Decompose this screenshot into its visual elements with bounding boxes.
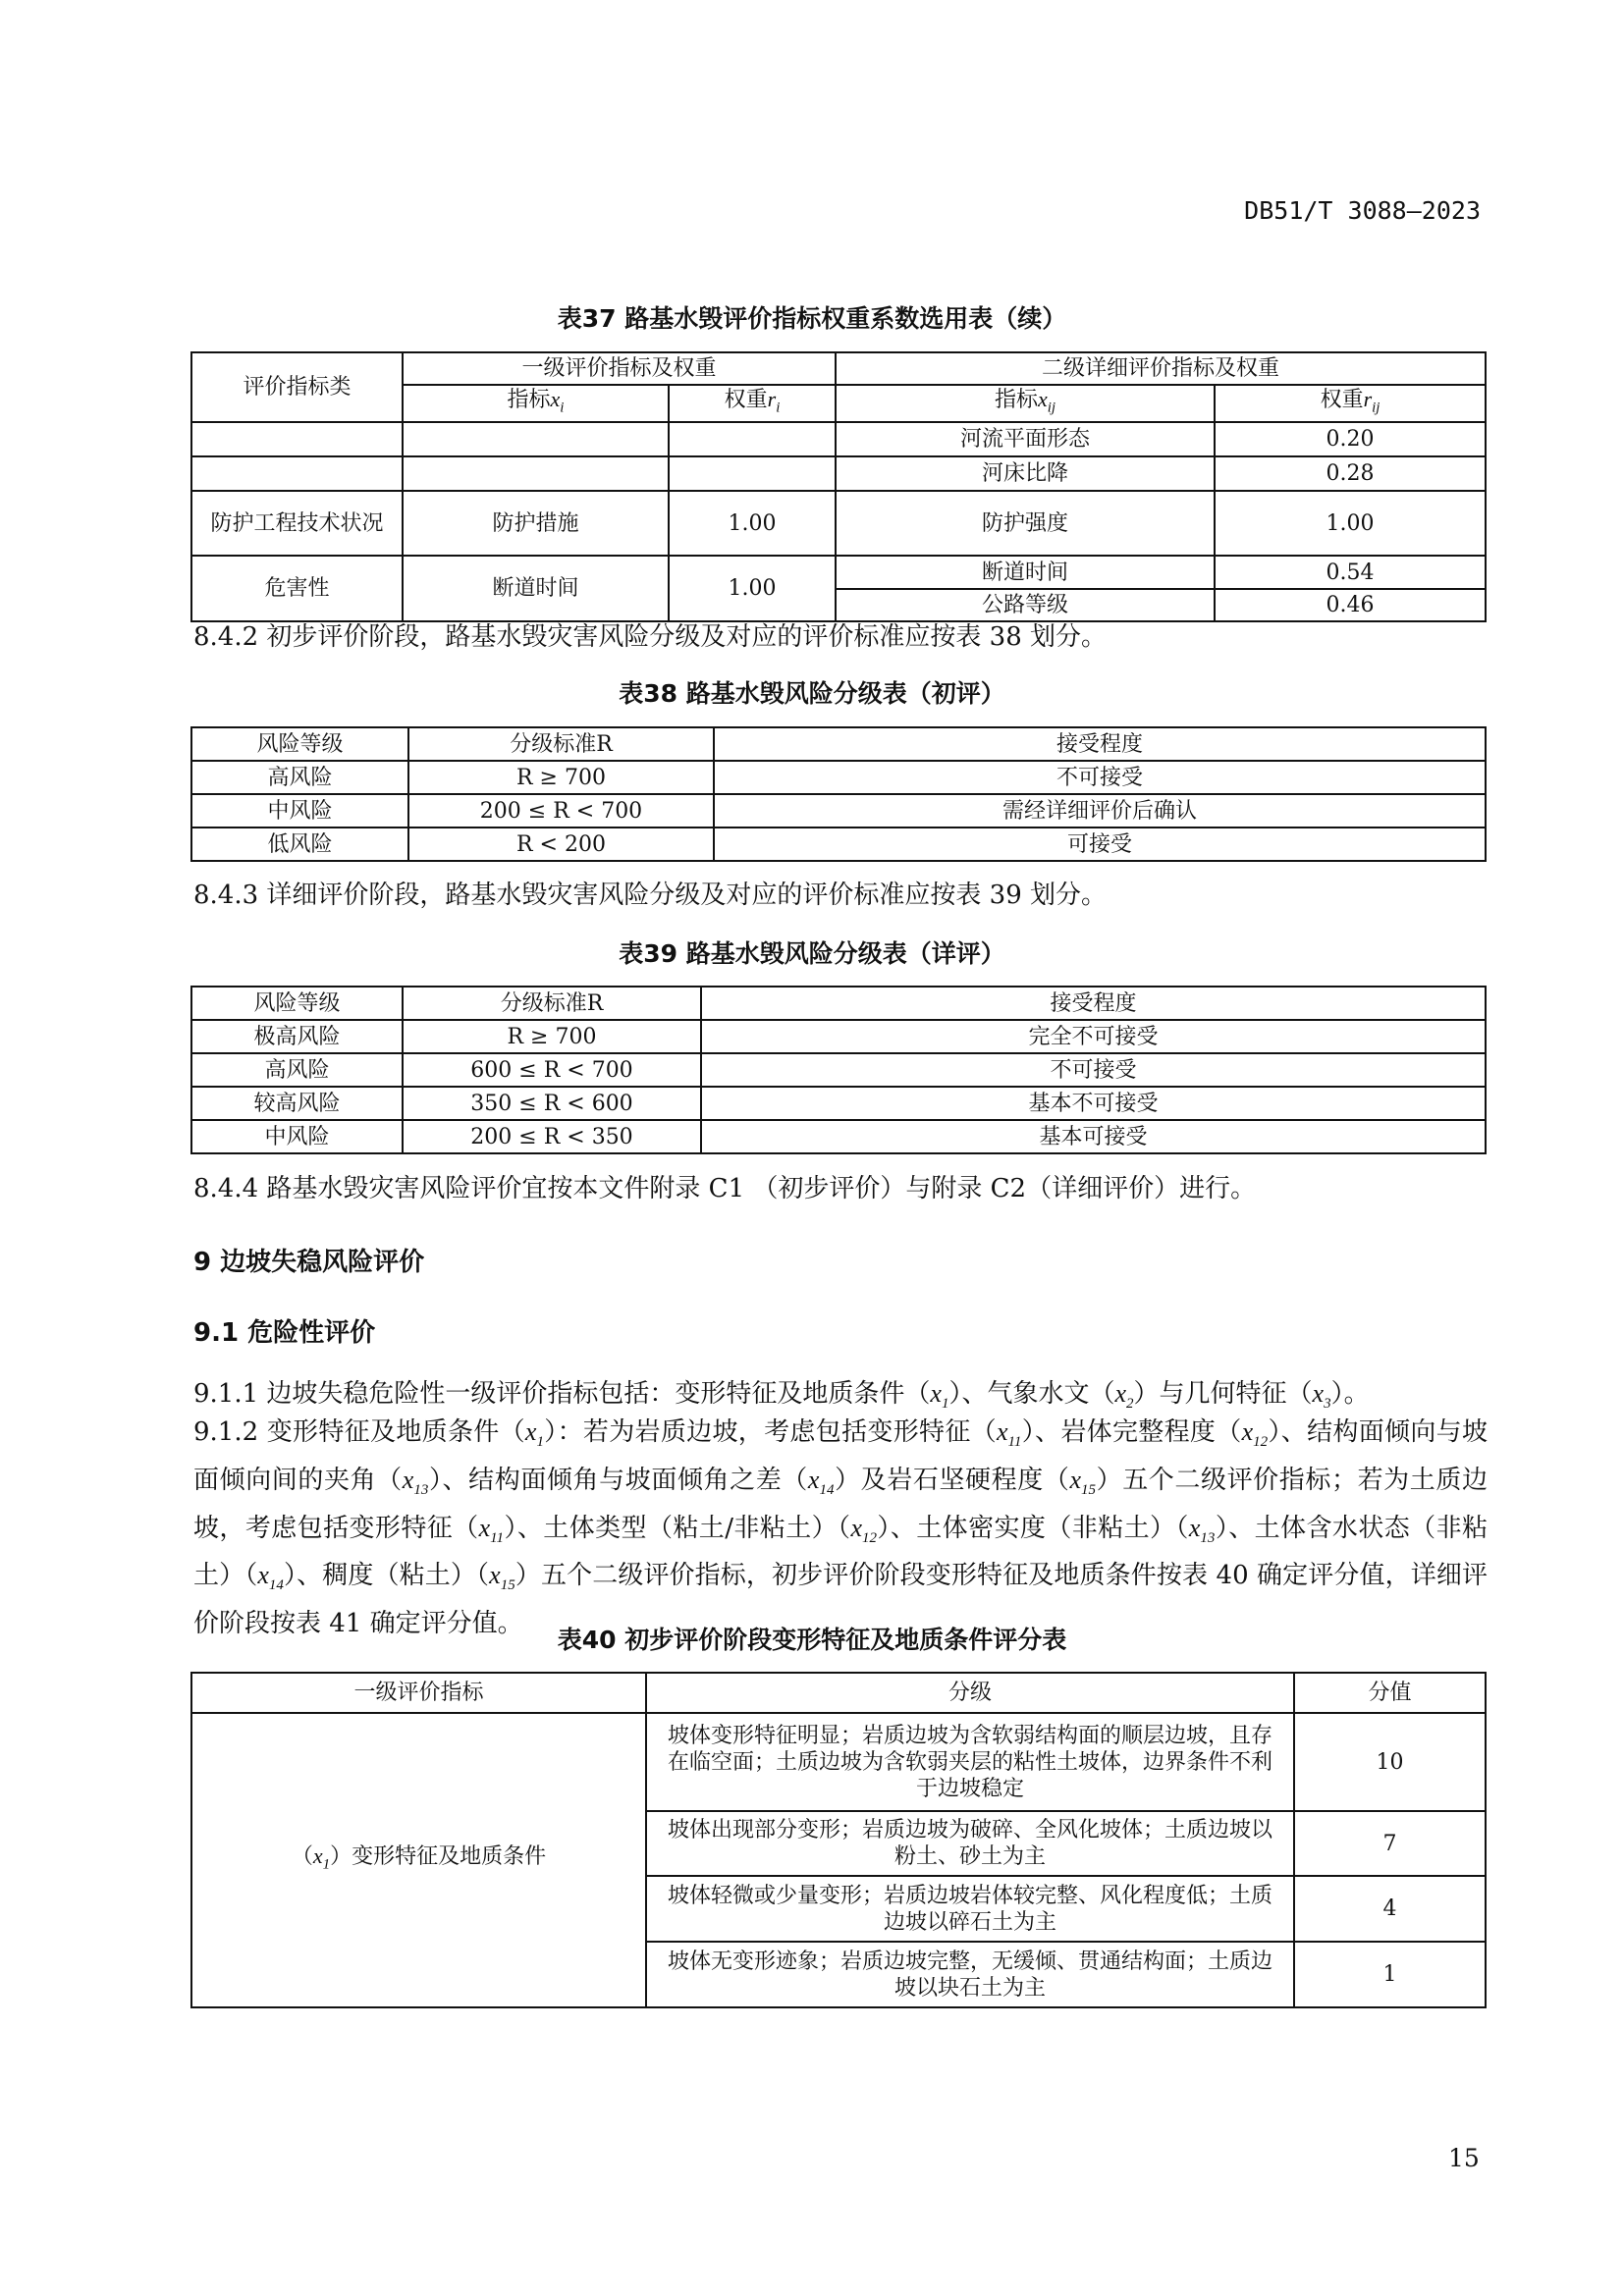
cell: 可接受 [714, 828, 1486, 861]
cell: 断道时间 [836, 556, 1215, 589]
text-run: ）及岩石坚硬程度（ [834, 1465, 1070, 1495]
clause-8-4-2: 8.4.2 初步评价阶段，路基水毁灾害风险分级及对应的评价标准应按表 38 划分。 [193, 622, 1108, 652]
variable-symbol: $x_{14}$ [257, 1561, 284, 1594]
cell [191, 456, 403, 491]
header-level1: 一级评价指标及权重 [403, 352, 836, 385]
table38-caption: 表38 路基水毁风险分级表（初评） [619, 679, 1005, 708]
text-run: ）变形特征及地质条件 [330, 1843, 547, 1869]
table40-caption: 表40 初步评价阶段变形特征及地质条件评分表 [557, 1626, 1067, 1654]
cell: R ≥ 700 [408, 761, 714, 794]
variable-subscript: 14 [819, 1481, 835, 1498]
variable-subscript: 14 [268, 1577, 284, 1594]
variable-subscript: ij [1047, 400, 1056, 416]
variable-subscript: 1 [941, 1396, 949, 1413]
text-run: ）、结构面倾向与坡面倾向间的夹角（ [193, 1417, 1488, 1495]
variable-subscript: i [560, 400, 565, 416]
cell [191, 422, 403, 456]
table-row [191, 491, 1486, 556]
cell: 0.20 [1215, 422, 1486, 456]
table-row [191, 1087, 1486, 1120]
variable-symbol: $x_3$ [1312, 1379, 1331, 1413]
cell: R < 200 [408, 828, 714, 861]
header-cell: 接受程度 [701, 987, 1486, 1020]
variable-subscript: 12 [1253, 1434, 1269, 1451]
cell: 需经详细评价后确认 [714, 794, 1486, 828]
text-run: 指标 [994, 388, 1038, 412]
cell: 公路等级 [836, 589, 1215, 621]
text-run: ）、结构面倾角与坡面倾角之差（ [428, 1465, 808, 1495]
cell [403, 456, 669, 491]
cell [669, 422, 836, 456]
variable-symbol: $x_{14}$ [807, 1465, 835, 1498]
table-row [191, 422, 1486, 456]
cell [669, 456, 836, 491]
variable-symbol: $x_{12}$ [850, 1513, 878, 1546]
variable-symbol: $x_{11}$ [996, 1417, 1022, 1451]
header-cell: 分级 [646, 1673, 1294, 1713]
text-run: 9.1.1 边坡失稳危险性一级评价指标包括：变形特征及地质条件（ [193, 1379, 931, 1409]
table-row [191, 456, 1486, 491]
cell: 200 ≤ R < 700 [408, 794, 714, 828]
clause-8-4-4: 8.4.4 路基水毁灾害风险评价宜按本文件附录 C1 （初步评价）与附录 C2（详细评价）进行。 [193, 1174, 1257, 1203]
cell: 断道时间 [403, 556, 669, 621]
variable-subscript: 13 [1200, 1529, 1216, 1546]
variable-subscript: 1 [322, 1856, 331, 1873]
cell: 较高风险 [191, 1087, 403, 1120]
indicator-cell [191, 1713, 646, 2007]
table-header-row [191, 1673, 1486, 1713]
table-row [191, 794, 1486, 828]
table-row [191, 1713, 1486, 1811]
header-cell: 风险等级 [191, 987, 403, 1020]
variable-symbol: $x_1$ [312, 1842, 331, 1873]
cell: 350 ≤ R < 600 [403, 1087, 701, 1120]
text-run: ）、岩体完整程度（ [1021, 1417, 1242, 1447]
cell: 7 [1294, 1811, 1486, 1876]
header-category: 评价指标类 [191, 352, 403, 422]
variable-symbol: $r_i$ [767, 387, 781, 416]
text-run: ）五个二级评价指标；若为土质边坡，考虑包括变形特征（ [193, 1465, 1488, 1543]
table-header-row [191, 727, 1486, 761]
cell: 4 [1294, 1876, 1486, 1942]
table-row [191, 828, 1486, 861]
table-row [191, 1053, 1486, 1087]
table38 [190, 726, 1487, 862]
cell: 危害性 [191, 556, 403, 621]
cell: 坡体无变形迹象；岩质边坡完整，无缓倾、贯通结构面；土质边坡以块石土为主 [646, 1942, 1294, 2007]
table37-caption: 表37 路基水毁评价指标权重系数选用表（续） [557, 304, 1067, 333]
cell: 坡体轻微或少量变形；岩质边坡岩体较完整、风化程度低；土质边坡以碎石土为主 [646, 1876, 1294, 1942]
cell: 600 ≤ R < 700 [403, 1053, 701, 1087]
variable-subscript: ij [1372, 400, 1380, 416]
cell: 200 ≤ R < 350 [403, 1120, 701, 1153]
variable-subscript: i [776, 400, 781, 416]
table-header-row [191, 987, 1486, 1020]
table-row [191, 556, 1486, 589]
text-run: ）、土体类型（粘土/非粘土）（ [504, 1513, 851, 1543]
table-row [191, 1020, 1486, 1053]
cell: 极高风险 [191, 1020, 403, 1053]
header-cell: 风险等级 [191, 727, 408, 761]
variable-symbol: $x_{ij}$ [1037, 387, 1056, 416]
table40 [190, 1672, 1487, 2008]
table37 [190, 351, 1487, 622]
text-run: ）与几何特征（ [1133, 1379, 1313, 1409]
cell: 基本不可接受 [701, 1087, 1486, 1120]
cell: 0.28 [1215, 456, 1486, 491]
variable-symbol: $x_i$ [550, 387, 565, 416]
cell: 河床比降 [836, 456, 1215, 491]
variable-symbol: $x_{13}$ [402, 1465, 429, 1498]
variable-subscript: 3 [1324, 1396, 1331, 1413]
variable-subscript: 15 [1081, 1481, 1096, 1498]
variable-subscript: 11 [1007, 1434, 1022, 1451]
cell: 1.00 [669, 491, 836, 556]
text-run: ）、气象水文（ [948, 1379, 1115, 1409]
cell: 低风险 [191, 828, 408, 861]
header-ri [669, 385, 836, 422]
variable-symbol: $x_{15}$ [1069, 1465, 1096, 1498]
header-cell: 接受程度 [714, 727, 1486, 761]
cell: 坡体变形特征明显；岩质边坡为含软弱结构面的顺层边坡，且存在临空面；土质边坡为含软弱夹层的粘性土坡体，边界条件不利于边坡稳定 [646, 1713, 1294, 1811]
section-9-heading: 9 边坡失稳风险评价 [193, 1248, 425, 1277]
header-xij [836, 385, 1215, 422]
cell: 河流平面形态 [836, 422, 1215, 456]
variable-subscript: 15 [500, 1577, 515, 1594]
text-run: 指标 [507, 388, 551, 412]
variable-symbol: $x_1$ [524, 1417, 544, 1451]
variable-subscript: 13 [413, 1481, 429, 1498]
header-cell: 一级评价指标 [191, 1673, 646, 1713]
variable-symbol: $x_{12}$ [1241, 1417, 1269, 1451]
variable-symbol: $x_{11}$ [478, 1513, 505, 1546]
cell: 不可接受 [714, 761, 1486, 794]
cell: 高风险 [191, 761, 408, 794]
table-row [191, 1120, 1486, 1153]
header-level2: 二级详细评价指标及权重 [836, 352, 1486, 385]
cell: 防护工程技术状况 [191, 491, 403, 556]
text-run: 9.1.2 变形特征及地质条件（ [193, 1417, 525, 1447]
table39 [190, 986, 1487, 1154]
text-run: ）、稠度（粘土）（ [283, 1561, 490, 1591]
header-cell: 分级标准R [408, 727, 714, 761]
variable-subscript: 12 [862, 1529, 878, 1546]
section-9-1-heading: 9.1 危险性评价 [193, 1318, 376, 1348]
page-number: 15 [1448, 2144, 1480, 2172]
variable-symbol: $x_2$ [1114, 1379, 1134, 1413]
clause-8-4-3: 8.4.3 详细评价阶段，路基水毁灾害风险分级及对应的评价标准应按表 39 划分。 [193, 881, 1108, 910]
text-run: 权重 [724, 388, 768, 412]
variable-subscript: 1 [536, 1434, 544, 1451]
variable-symbol: $r_{ij}$ [1363, 387, 1380, 416]
cell: 基本可接受 [701, 1120, 1486, 1153]
variable-symbol: $x_{13}$ [1188, 1513, 1216, 1546]
cell: 1 [1294, 1942, 1486, 2007]
text-run: 权重 [1320, 388, 1364, 412]
cell: 不可接受 [701, 1053, 1486, 1087]
cell [403, 422, 669, 456]
cell: 0.54 [1215, 556, 1486, 589]
text-run: ）、土体含水状态（非粘土）（ [193, 1513, 1488, 1591]
variable-symbol: $x_1$ [930, 1379, 949, 1413]
cell: 防护措施 [403, 491, 669, 556]
cell: 高风险 [191, 1053, 403, 1087]
header-cell: 分级标准R [403, 987, 701, 1020]
cell: R ≥ 700 [403, 1020, 701, 1053]
document-code: DB51/T 3088—2023 [1244, 196, 1481, 225]
cell: 防护强度 [836, 491, 1215, 556]
cell: 1.00 [669, 556, 836, 621]
variable-subscript: 2 [1126, 1396, 1134, 1413]
cell: 坡体出现部分变形；岩质边坡为破碎、全风化坡体；土质边坡以粉土、砂土为主 [646, 1811, 1294, 1876]
header-cell: 分值 [1294, 1673, 1486, 1713]
variable-subscript: 11 [490, 1529, 505, 1546]
cell: 中风险 [191, 1120, 403, 1153]
cell: 1.00 [1215, 491, 1486, 556]
table-row [191, 761, 1486, 794]
text-run: ）五个二级评价指标，初步评价阶段变形特征及地质条件按表 40 确定评分值，详细评价阶段按表 41 确定评分值。 [193, 1561, 1488, 1639]
text-run: ）、土体密实度（非粘土）（ [877, 1513, 1189, 1543]
header-rij [1215, 385, 1486, 422]
text-run: （ [291, 1843, 313, 1869]
clause-9-1-2 [193, 1414, 1488, 1643]
variable-symbol: $x_{15}$ [489, 1561, 515, 1594]
cell: 完全不可接受 [701, 1020, 1486, 1053]
text-run: ）：若为岩质边坡，考虑包括变形特征（ [543, 1417, 997, 1447]
cell: 0.46 [1215, 589, 1486, 621]
table39-caption: 表39 路基水毁风险分级表（详评） [619, 939, 1005, 968]
text-run: ）。 [1330, 1379, 1370, 1409]
cell: 中风险 [191, 794, 408, 828]
header-xi [403, 385, 669, 422]
cell: 10 [1294, 1713, 1486, 1811]
